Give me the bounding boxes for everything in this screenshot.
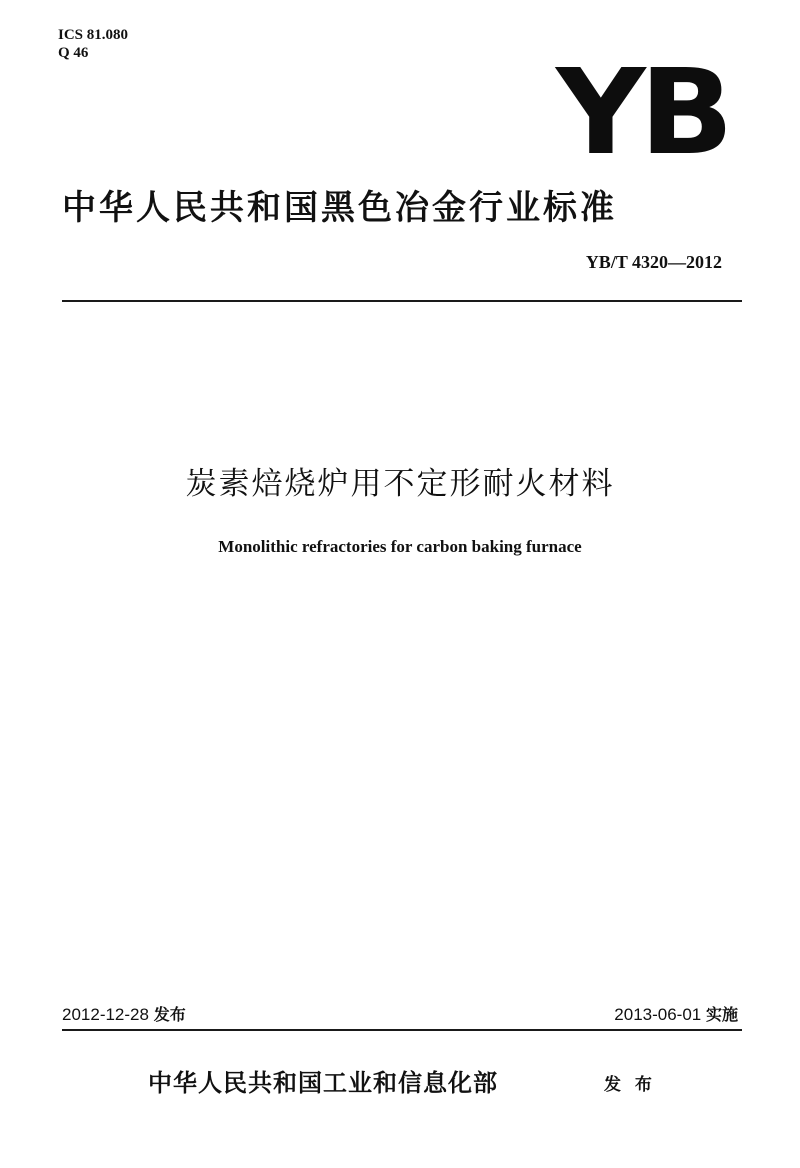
- issue-date-block: [62, 1004, 186, 1026]
- implementation-date: 2013-06-01: [614, 1005, 702, 1024]
- publisher-name: 中华人民共和国工业和信息化部: [148, 1069, 498, 1097]
- issue-date: 2012-12-28: [62, 1005, 149, 1024]
- implementation-label: 实施: [705, 1005, 738, 1024]
- ccs-code: Q 46: [58, 45, 89, 61]
- top-divider: [62, 300, 742, 302]
- classification-codes: [58, 26, 128, 62]
- bottom-divider: [62, 1029, 742, 1031]
- document-title-cn: 炭素焙烧炉用不定形耐火材料: [185, 466, 615, 502]
- document-title-en: Monolithic refractories for carbon baking furnace: [218, 537, 582, 556]
- publish-label: 发 布: [604, 1075, 656, 1095]
- yb-logo: YB: [556, 43, 728, 181]
- ics-code: ICS 81.080: [58, 27, 129, 43]
- implementation-date-block: [614, 1004, 738, 1026]
- standard-category-title: 中华人民共和国黑色冶金行业标准: [62, 188, 617, 228]
- issue-label: 发布: [153, 1005, 186, 1024]
- standard-code: YB/T 4320—2012: [585, 252, 722, 272]
